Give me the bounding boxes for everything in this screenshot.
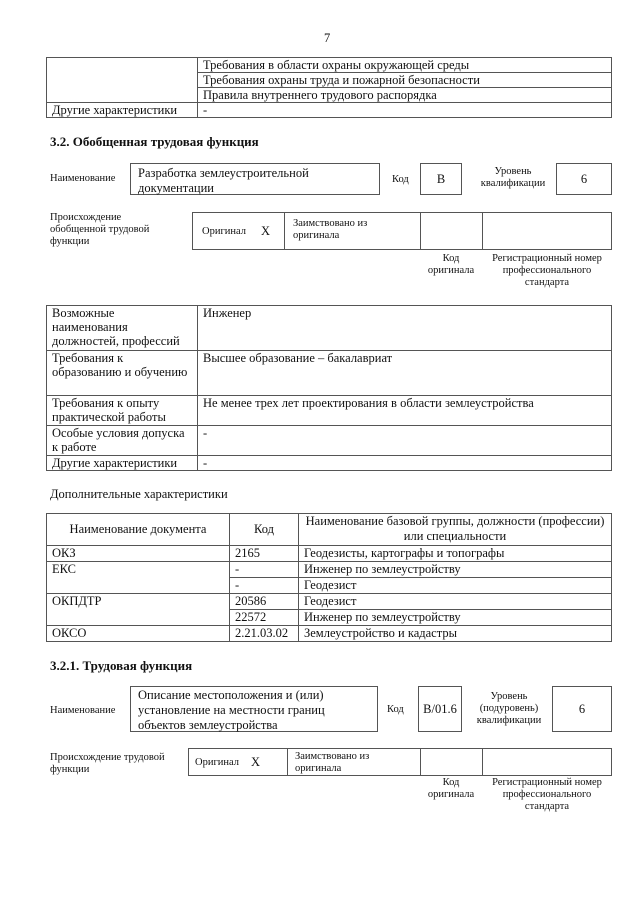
- orig-code-field: [420, 748, 483, 776]
- reg-label: Регистрационный номер профессионального стандарта: [492, 253, 602, 288]
- table-cell: Другие характеристики: [47, 103, 198, 118]
- table-cell: Требования охраны труда и пожарной безопасности: [198, 73, 612, 88]
- page-number: 7: [324, 31, 331, 45]
- reg-number-field: [482, 748, 612, 776]
- table-cell: Инженер по землеустройству: [299, 610, 612, 626]
- original-mark: X: [261, 224, 271, 238]
- table-cell: Инженер: [198, 306, 612, 351]
- table-cell: Требования к опыту практической работы: [47, 396, 198, 426]
- table-cell: -: [198, 426, 612, 456]
- table-cell: Не менее трех лет проектирования в области землеустройства: [198, 396, 612, 426]
- table-cell: ОКПДТР: [47, 594, 230, 626]
- orig-code-label: Код оригинала: [427, 777, 475, 800]
- table-cell: Землеустройство и кадастры: [299, 626, 612, 642]
- table-cell: Геодезист: [299, 578, 612, 594]
- table-cell: Особые условия допуска к работе: [47, 426, 198, 456]
- section-heading: 3.2. Обобщенная трудовая функция: [50, 134, 259, 149]
- code-label: Код: [387, 704, 404, 715]
- table-cell: -: [230, 578, 299, 594]
- origin-label: Происхождение трудовой функции: [50, 752, 165, 775]
- code-label: Код: [392, 174, 409, 185]
- top-table: [46, 57, 612, 118]
- table-cell: Геодезисты, картографы и топографы: [299, 546, 612, 562]
- table-cell: 20586: [230, 594, 299, 610]
- orig-code-field: [420, 212, 483, 250]
- name-value: Разработка землеустроительной документации: [130, 163, 380, 195]
- level-value: 6: [556, 163, 612, 195]
- code-value: B: [420, 163, 462, 195]
- code-value: B/01.6: [418, 686, 462, 732]
- table-cell: Высшее образование – бакалавриат: [198, 351, 612, 396]
- name-value: Описание местоположения и (или) установление на местности границ объектов землеустройства: [130, 686, 378, 732]
- table-cell: Требования к образованию и обучению: [47, 351, 198, 396]
- original-label: Оригинал: [195, 757, 239, 768]
- table-cell: Другие характеристики: [47, 456, 198, 471]
- table-cell: -: [198, 103, 612, 118]
- reg-number-field: [482, 212, 612, 250]
- name-label: Наименование: [50, 173, 116, 184]
- section-heading: 3.2.1. Трудовая функция: [50, 658, 193, 673]
- orig-code-label: Код оригинала: [427, 253, 475, 276]
- table-cell: Геодезист: [299, 594, 612, 610]
- extra-heading: Дополнительные характеристики: [50, 487, 228, 501]
- level-value: 6: [552, 686, 612, 732]
- level-label: Уровень квалификации: [480, 166, 546, 189]
- table-cell: 2.21.03.02: [230, 626, 299, 642]
- column-header: Код: [230, 514, 299, 546]
- name-label: Наименование: [50, 705, 116, 716]
- table-cell: Требования в области охраны окружающей среды: [198, 58, 612, 73]
- borrowed-label: Заимствовано из оригинала: [287, 748, 421, 776]
- borrowed-label: Заимствовано из оригинала: [284, 212, 421, 250]
- table-cell: ОКЗ: [47, 546, 230, 562]
- origin-label: Происхождение обобщенной трудовой функции: [50, 212, 150, 247]
- table-cell: Возможные наименования должностей, профессий: [47, 306, 198, 351]
- table-cell: -: [230, 562, 299, 578]
- table-cell: ОКСО: [47, 626, 230, 642]
- original-label: Оригинал: [202, 226, 246, 237]
- table-cell: 2165: [230, 546, 299, 562]
- table-cell: -: [198, 456, 612, 471]
- original-mark: X: [251, 755, 261, 769]
- table-cell: Правила внутреннего трудового распорядка: [198, 88, 612, 103]
- level-label: Уровень (подуровень) квалификации: [476, 691, 542, 726]
- characteristics-table: [46, 305, 612, 471]
- column-header: Наименование документа: [47, 514, 230, 546]
- table-cell: 22572: [230, 610, 299, 626]
- column-header: Наименование базовой группы, должности (профессии) или специальности: [299, 514, 612, 546]
- extra-table: [46, 513, 612, 642]
- reg-label: Регистрационный номер профессионального стандарта: [492, 777, 602, 812]
- table-cell: Инженер по землеустройству: [299, 562, 612, 578]
- table-cell: ЕКС: [47, 562, 230, 594]
